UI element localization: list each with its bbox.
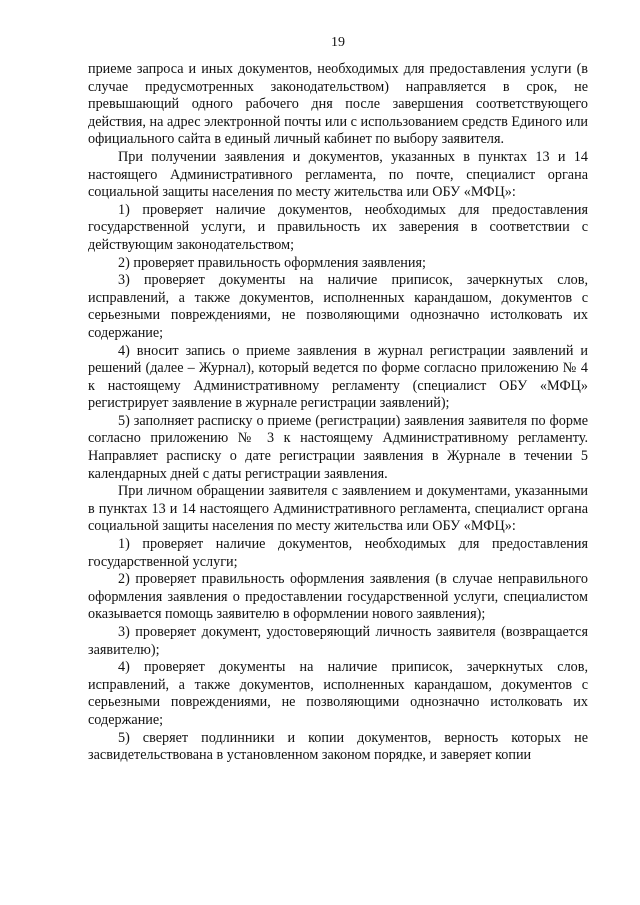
page-number: 19 [331, 35, 345, 50]
list-item-mail-4: 4) вносит запись о приеме заявления в журнал регистрации заявлений и решений (далее – Журнал), который ведется по форме согласно приложению № 4 к настоящему Административному регламенту (специалист ОБУ «МФЦ» регистрирует заявление в журнале регистрации заявлений); [88, 342, 588, 412]
paragraph-continuation: приеме запроса и иных документов, необходимых для предоставления услуги (в случае предусмотренных законодательством) направляется в срок, не превышающий одного рабочего дня после завершения соответствующего действия, на адрес электронной почты или с использованием средств Единого или официального сайта в единый личный кабинет по выбору заявителя. [88, 61, 588, 148]
list-item-personal-5: 5) сверяет подлинники и копии документов, верность которых не засвидетельствована в установленном законом порядке, и заверяет копии [88, 729, 588, 764]
list-item-mail-5: 5) заполняет расписку о приеме (регистрации) заявления заявителя по форме согласно приложению № 3 к настоящему Административному регламенту. Направляет расписку о дате регистрации заявления в Журнале в течении 5 календарных дней с даты регистрации заявления. [88, 412, 588, 482]
list-item-personal-1: 1) проверяет наличие документов, необходимых для предоставления государственной услуги; [88, 536, 588, 570]
paragraph-personal-intro: При личном обращении заявителя с заявлением и документами, указанными в пунктах 13 и 14 настоящего Административного регламента, специалист органа социальной защиты населения по месту жительства или ОБУ «МФЦ»: [88, 483, 588, 535]
list-item-mail-2: 2) проверяет правильность оформления заявления; [118, 254, 426, 271]
document-body [88, 61, 588, 765]
paragraph-mail-intro: При получении заявления и документов, указанных в пунктах 13 и 14 настоящего Административного регламента, по почте, специалист органа социальной защиты населения по месту жительства или ОБУ «МФЦ»: [88, 148, 588, 201]
list-item-personal-3: 3) проверяет документ, удостоверяющий личность заявителя (возвращается заявителю); [88, 624, 588, 658]
list-item-mail-1: 1) проверяет наличие документов, необходимых для предоставления государственной услуги, и правильность их заверения в соответствии с действующим законодательством; [88, 201, 588, 253]
list-item-mail-3: 3) проверяет документы на наличие приписок, зачеркнутых слов, исправлений, а также документов, исполненных карандашом, документов с серьезными повреждениями, не позволяющими однозначно истолковать их содержание; [88, 272, 588, 341]
list-item-personal-4: 4) проверяет документы на наличие приписок, зачеркнутых слов, исправлений, а также документов, исполненных карандашом, документов с серьезными повреждениями, не позволяющими однозначно истолковать их содержание; [88, 659, 588, 728]
list-item-personal-2: 2) проверяет правильность оформления заявления (в случае неправильного оформления заявления о предоставлении государственной услуги, специалистом оказывается помощь заявителю в оформлении нового заявления); [88, 571, 588, 623]
